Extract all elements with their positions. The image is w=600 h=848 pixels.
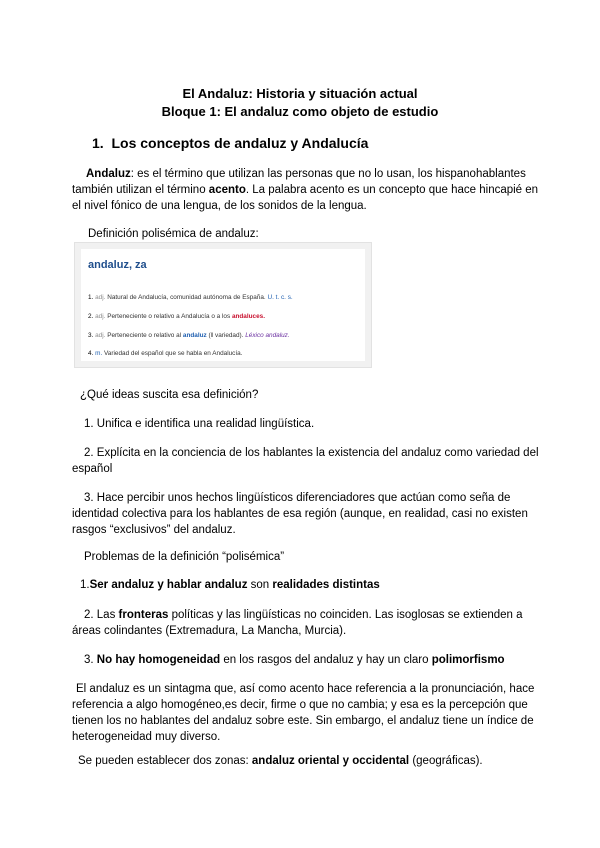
document-subtitle: Bloque 1: El andaluz como objeto de estudio	[161, 104, 439, 119]
definition-label: Definición polisémica de andaluz:	[88, 228, 259, 240]
problem-3: 3. No hay homogeneidad en los rasgos del andaluz y hay un claro polimorfismo	[84, 654, 505, 666]
problem-1: 1.Ser andaluz y hablar andaluz son realidades distintas	[80, 579, 380, 591]
dictionary-headword: andaluz, za	[88, 259, 147, 271]
intro-line-3: el nivel fónico de una lengua, de los sonidos de la lengua.	[72, 200, 367, 212]
dictionary-image	[74, 242, 372, 368]
section-title: Los conceptos de andaluz y Andalucía	[111, 135, 369, 151]
dictionary-sense-2: 2. adj. Perteneciente o relativo a Andalucía o a los andaluces.	[88, 313, 265, 320]
paragraph-line-1: El andaluz es un sintagma que, así como acento hace referencia a la pronunciación, hace	[76, 683, 535, 695]
intro-line-2: también utilizan el término acento. La palabra acento es un concepto que hace hincapié en	[72, 184, 539, 196]
dictionary-sense-4: 4. m. Variedad del español que se habla en Andalucía.	[88, 350, 243, 357]
link-andaluz[interactable]: andaluz	[182, 332, 207, 339]
problem-2-line-2: áreas colindantes (Extremadura, La Mancha, Murcia).	[72, 625, 347, 637]
idea-2-line-1: 2. Explícita en la conciencia de los hablantes la existencia del andaluz como variedad del	[84, 447, 539, 459]
document-title: El Andaluz: Historia y situación actual	[182, 86, 418, 101]
idea-1: 1. Unifica e identifica una realidad lingüística.	[84, 418, 315, 430]
link-andaluces[interactable]: andaluces.	[231, 313, 265, 320]
dictionary-sense-3: 3. adj. Perteneciente o relativo al andaluz (‖ variedad). Léxico andaluz.	[88, 332, 290, 339]
paragraph-line-3: tienen los no hablantes del andaluz sobre este. Sin embargo, el andaluz tiene un índice de	[72, 715, 534, 727]
idea-2-line-2: español	[72, 463, 113, 475]
section-heading	[92, 135, 368, 151]
term-acento: acento	[208, 184, 246, 196]
problems-label: Problemas de la definición “polisémica”	[84, 551, 285, 563]
intro-line-1: Andaluz: es el término que utilizan las personas que no lo usan, los hispanohablantes	[86, 168, 526, 180]
dictionary-sense-1: 1. adj. Natural de Andalucía, comunidad autónoma de España. U. t. c. s.	[88, 294, 293, 301]
problem-2-line-1: 2. Las fronteras políticas y las lingüísticas no coinciden. Las isoglosas se extienden a	[84, 609, 523, 621]
term-andaluz: Andaluz	[86, 168, 131, 180]
section-number: 1.	[92, 135, 104, 151]
dictionary-entry	[81, 249, 365, 361]
paragraph-line-2: referencia a algo homogéneo,es decir, firme o que no cambia; y esa es la percepción que	[72, 699, 528, 711]
paragraph-line-4: heterogeneidad muy diverso.	[72, 731, 221, 743]
idea-3-line-3: rasgos “exclusivos” del andaluz.	[72, 524, 236, 536]
zones-line: Se pueden establecer dos zonas: andaluz oriental y occidental (geográficas).	[78, 755, 483, 767]
question-text: ¿Qué ideas suscita esa definición?	[80, 389, 259, 401]
idea-3-line-1: 3. Hace percibir unos hechos lingüísticos diferenciadores que actúan como seña de	[84, 492, 511, 504]
idea-3-line-2: identidad colectiva para los hablantes de esa región (aunque, en realidad, casi no existen	[72, 508, 528, 520]
